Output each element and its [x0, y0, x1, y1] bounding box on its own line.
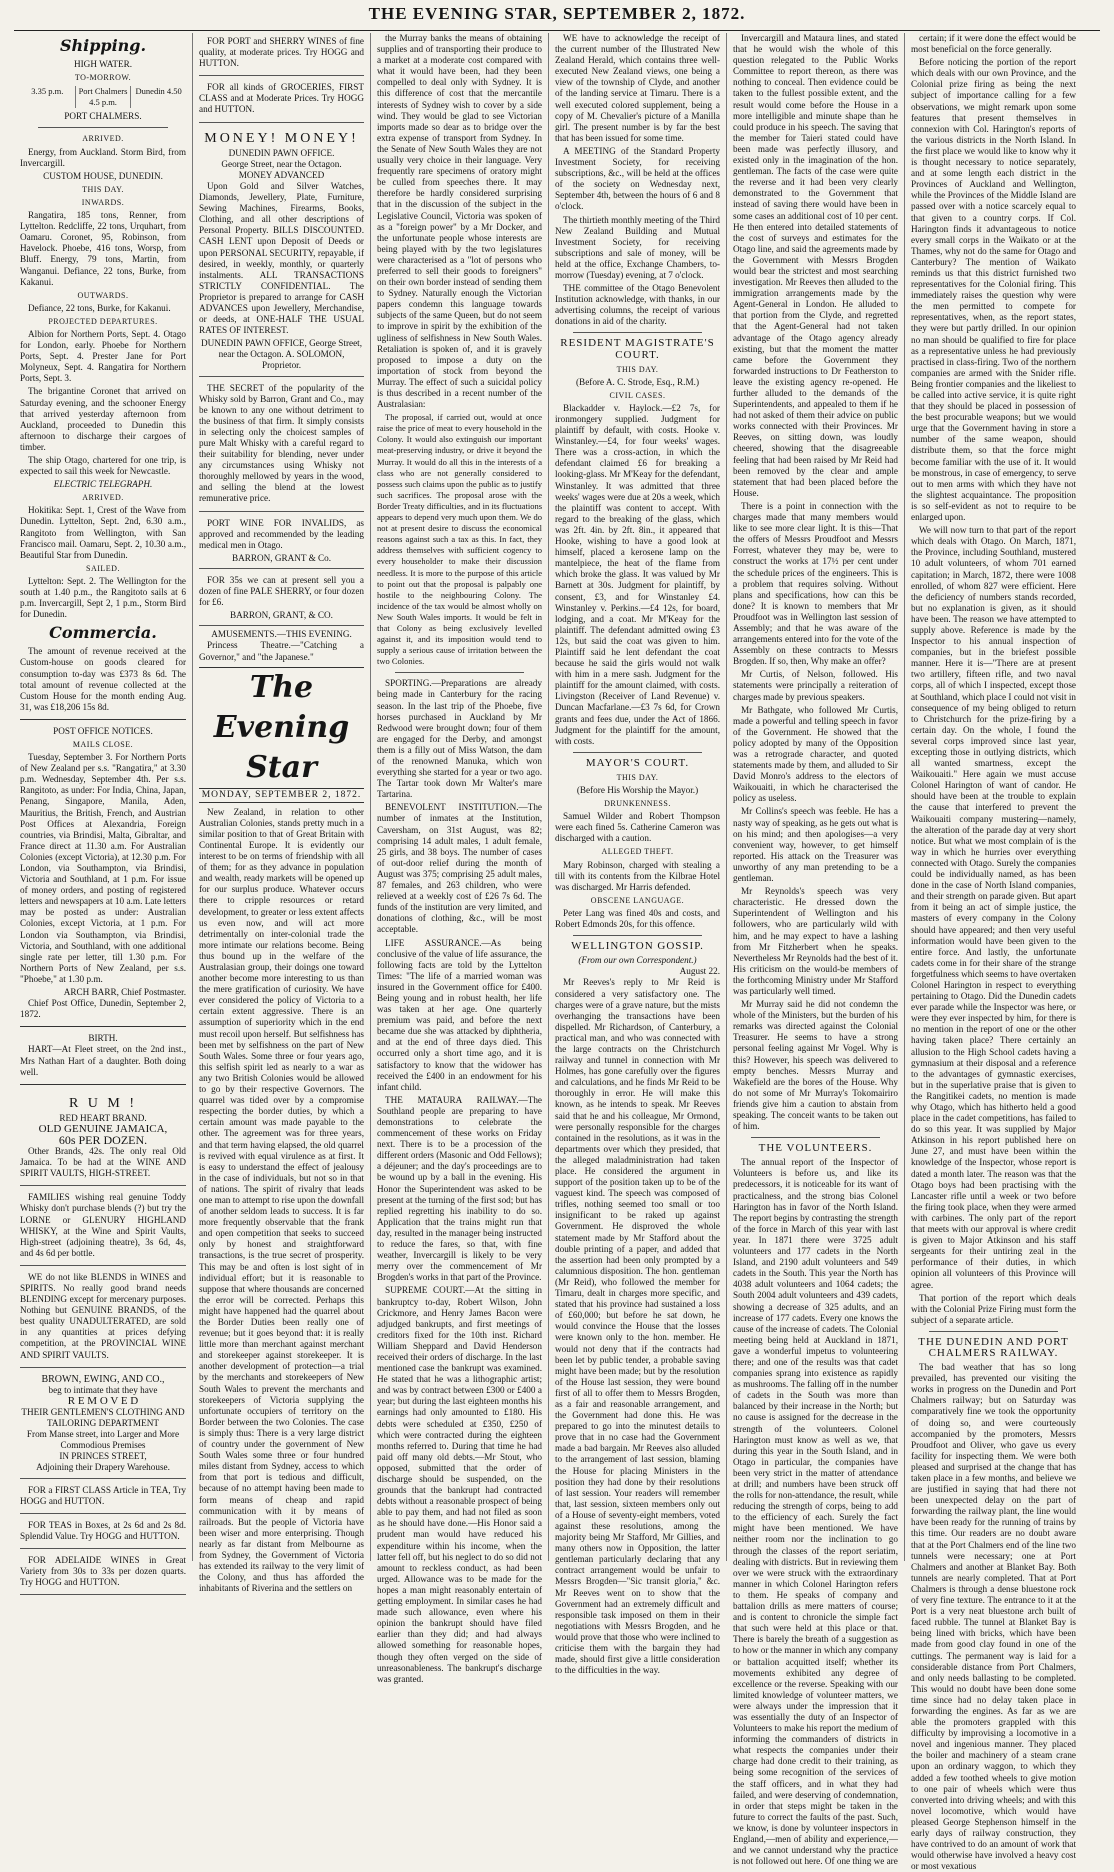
tel-arrived-text: Hokitika: Sept. 1, Crest of the Wave from Dunedin. Lyttelton, Sept. 2nd, 6.30 a.m., Rangitoto from Wellington, with San Francisco mail. Oamaru, Sept. 2, 10.30 a.m., Beautiful Star from Dunedin. — [20, 505, 186, 560]
theft-label: ALLEGED THEFT. — [601, 847, 674, 857]
invalids-signature: BARRON, GRANT & Co. — [231, 552, 332, 563]
tel-arrived-label: ARRIVED. — [82, 493, 124, 503]
projected-text: Albion for Northern Ports, Sept. 4. Otago for London, early. Phoebe for Northern Ports, Sept. 4. Prester Jane for Port Molyneux, Sept. 4. Rangatira for Northern Ports, Sept. 3. — [20, 328, 186, 384]
column-6 — [904, 33, 1082, 1872]
adelaide-text: FOR ADELAIDE WINES in Great Variety from 30s to 33s per dozen quarts. Try HOGG and HUTTON. — [20, 1554, 186, 1588]
column-2 — [192, 33, 370, 1594]
gossip-cont-5: Mr Collins's speech was feeble. He has a nasty way of speaking, as he gets out what is on his mind; and then apologises—a very convenient way, however, to get himself reported. His attack on the Treasurer was unworthy of any man pretending to be a gentleman. — [733, 806, 898, 884]
mayor-this-day: THIS DAY. — [616, 772, 659, 782]
groceries-text: FOR all kinds of GROCERIES, FIRST CLASS and at Moderate Prices. Try HOGG and HUTTON. — [199, 82, 364, 115]
volunteers-text: The annual report of the Inspector of Volunteers is before us, and like its predecessors, it is noticeable for its want of practicalness, and the strong bias Colonel Harington has in favor of the North Island. The report begins by contrasting the strength of the force in March of this year with last year. In 1871 there were 3725 adult volunteers and 177 cadets in the North Island, and 2190 adult volunteers and 549 cadets in the South. This year the North has 4038 adult volunteers and 1064 cadets; the South 2004 adult volunteers and 439 cadets, showing a decrease of 325 adults, and an increase of 177 cadets. Every one knows the cause of the increase of cadets. The Colonial meeting being held at Auckland in 1871, gave a wonderful impetus to volunteering there; and one of the results was that cadet companies sprang into existence as rapidly as mushrooms. The falling off in the number of cadets in the South was more than balanced by their increase in the North; but no cause is assigned for the decrease in the strength of the volunteers. Colonel Harington must know as well as we, that during this year in the South Island, and in Otago in particular, the companies have been very strict in the matter of attendance at drill; and numbers have been struck off the rolls for non-attendance, the result, while reducing the strength of corps, being to add to the efficiency of each. Surely the fact might have been mentioned. We have neither room nor the inclination to go through the classes of the report seriatim, dealing with districts. But in reviewing them over we were struck with the extraordinary manner in which Colonel Harington refers to them. He speaks of company and battalion drills as mere matters of course; and is content to chronicle the simple fact that such were held at this place or that. There is barely the breath of a suggestion as to how or the manner in which any company or battalion acquitted itself; whether its movements exhibited any degree of excellence or the reverse. Speaking with our limited knowledge of volunteer matters, we were always under the impression that it was essentially the duty of an Inspector of Volunteers to make his report the medium of informing the commanders of districts in what respects the companies under their charge had done credit to their training, as being some recognition of the services of the staff officers, and in what they had failed, and were deserving of condemnation, in order that steps might be taken in the future to correct the faults of the past. Such, we know, is done by volunteer inspectors in England,—men of ability and experience,—and we cannot understand why the practice is not followed out here. Of one thing we are — [733, 1157, 898, 1867]
rum-text: Other Brands, 42s. The only real Old Jamaica. To be had at the WINE AND SPIRIT VAULTS, HIGH-STREET. — [20, 1146, 186, 1179]
divider — [20, 719, 186, 720]
gossip-subheading: (From our own Correspondent.) — [578, 955, 697, 966]
evening-star-logo: The Evening Star — [199, 667, 364, 788]
sailed-label: SAILED. — [86, 563, 120, 573]
rum-title: R U M ! — [68, 1095, 138, 1111]
pawn-title: DUNEDIN PAWN OFFICE. — [228, 147, 335, 158]
brown-title: BROWN, EWING, AND CO., — [41, 1373, 165, 1385]
column-1 — [14, 33, 192, 1588]
arrived-label: ARRIVED. — [82, 134, 124, 144]
divider — [751, 1137, 880, 1138]
pawn-office-ad — [199, 126, 364, 377]
divider — [38, 127, 168, 128]
rum-ad — [20, 1091, 186, 1187]
mayor-before: (Before His Worship the Mayor.) — [576, 785, 699, 795]
mayor-text-1: Samuel Wilder and Robert Thompson were each fined 5s. Catherine Cameron was discharged with a caution. — [555, 811, 720, 844]
whisky-secret-ad — [199, 380, 364, 512]
pale-signature: BARRON, GRANT, & CO. — [230, 610, 333, 621]
high-water-heading: HIGH WATER. — [73, 59, 132, 69]
pawn-advanced: MONEY ADVANCED — [238, 169, 325, 180]
volunteers-cont-3: We will now turn to that part of the report which deals with Otago. On March, 1871, the Province, including Southland, mustered 10 adult volunteers, of whom 701 earned capitation; in March, 1872, there were 1008 enrolled, of whom 827 were efficient. Here the deficiency of numbers stands recorded, but no explanation is given, as it should have been. The reason we have attempted to supply above. Reference is made by the Inspector to his annual inspection of companies, but in the briefest possible manner. Here it is—"There are at present two artillery, fifteen rifle, and two naval corps, all of which I inspected, except those at Southland, which place I could not visit in consequence of my being obliged to return to Christchurch for the prize-firing by a certain day. On the whole, I found the several corps improved since last year, excepting those in outlying districts, which all wanted smartness, except the Waikouaiti." Here again we must accuse Colonel Harington of want of candor. He should have been at the trouble to explain the cause that interfered to prevent the Waikouaiti company mustering—namely, the alteration of the parade day at very short notice. But what we most complain of is the way in which he hurries over everything connected with Otago. Surely the companies could be individually named, as has been done in the case of North Island companies, and their strength on parade given. But apart from it being an act of simple justice, the masters of every company in the Colony should have appeared; and then very useful information would have been given to the entire force. And lastly, the unfortunate cadets come in for their share of the strange forgetfulness which seems to have overtaken Colonel Harington in respect to everything pertaining to Otago. Did the Dunedin cadets ever parade while the Inspector was here, or were they ever inspected by him, for there is no mention in the report of one or the other having taken place? There certainly an allusion to the High School cadets having a gymnasium at their disposal and a reference to the advantages of gymnastic exercises, but in the superlative praise that is given to the Rangitikei cadets, no mention is made why Otago, which has hitherto held a good place in the cadet competitions, has failed to do so this year. It was supplied by Major Atkinson in his report published here on June 27, and must have been within the knowledge of the Inspector, whose report is dated a month later. The reason was that the Otago boys had been practising with the Lancaster rifle until a week or two before the firing took place, when they were armed with carbines. The only part of the report that meets with our approval is where credit is given to Major Atkinson and his staff sergeants for their untiring zeal in the performance of their duties, in which opinion all volunteers of this Province will agree. — [911, 525, 1076, 1290]
divider — [20, 1026, 186, 1027]
brown-line-6: Commodious Premises — [60, 1440, 146, 1451]
outwards-text: Defiance, 22 tons, Burke, for Kakanui. — [28, 302, 171, 313]
rum-price: 60s PER DOZEN. — [58, 1132, 148, 1147]
gossip-cont-7: Mr Murray said he did not condemn the whole of the Ministers, but the burden of his remarks was directed against the Colonial Treasurer. He seems to have a strong personal feeling against Mr Vogel. Why is this? However, his speech was delivered to empty benches. Messrs Murray and Wakefield are the bores of the House. Why do not some of Mr Murray's Tokomairiro friends give him a caution to abstain from speaking. The conceit wants to be taken out of him. — [733, 999, 898, 1132]
tide-cell-2: Port Chalmers 4.5 p.m. — [75, 86, 131, 108]
standard-society-text: A MEETING of the Standard Property Investment Society, for receiving subscriptions, &c., will be held at the offices of the society on Wednesday next, September 4th, between the hours of 6 and 8 o'clock. — [555, 145, 720, 212]
toddy-ad — [20, 1189, 186, 1266]
rm-court-heading: RESIDENT MAGISTRATE'S COURT. — [560, 337, 715, 361]
volunteers-cont-1: certain; if it were done the effect would be most beneficial on the force generally. — [911, 33, 1076, 55]
projected-label: PROJECTED DEPARTURES. — [48, 316, 158, 326]
money-heading: MONEY! MONEY! — [204, 130, 359, 146]
railway-text: The bad weather that has so long prevailed, has prevented our visiting the works in progress on the Dunedin and Port Chalmers railway; but on Saturday was comparatively fine we took the opportunity of doing so, and were courteously accompanied by the promoters, Messrs Proudfoot and Oliver, who gave us every facility for inspecting them. We were both pleased and surprised at the change that has taken place in a few months, and believe we are justified in saying that had there not been unexpected delay on the part of forwarding the railway plant, the line would have been ready for the running of trains by this time. Our readers are no doubt aware that at the Port Chalmers end of the line two tunnels were necessary; one at Port Chalmers and another at Blanket Bay. Both tunnels are nearly completed. That at Port Chalmers is through a dense bluestone rock of very fine texture. The entrance to it at the Port is a very neat bluestone arch built of faced rubble. The tunnel at Blanket Bay is being lined with bricks, which have been made from good clay found in one of the cuttings. The permanent way is laid for a considerable distance from Port Chalmers, and only needs ballasting to be completed. This would no doubt have been done some time since had no delay taken place in forwarding the engines. As far as we are able the promoters grappled with this difficulty by improvising a locomotive in a novel and ingenious manner. They placed the boiler and machinery of a steam crane upon an ordinary waggon, to which they added a few toothed wheels to give motion to one pair of wheels which were thus converted into driving wheels; and with this novel locomotive, which would have pleased George Stephenson himself in the early days of railway construction, they have contrived to do an amount of work that would otherwise have involved a heavy cost or most vexatious — [911, 1362, 1076, 1872]
dateline: MONDAY, SEPTEMBER 2, 1872. — [199, 788, 364, 803]
invalids-ad — [199, 515, 364, 569]
gossip-date: August 22. — [679, 966, 720, 977]
mataura-text: THE MATAURA RAILWAY.—The Southland people are preparing to have demonstrations to celebrate the commencement of these works on Friday next. There is to be a procession of the different orders (Masonic and Odd Fellows); a déjeuner; and the day's proceedings are to be wound up by a ball in the evening. His Honor the Superintendent was asked to be present at the turning of the first sod; but has replied regretting his inability to do so. Application that the trains might run that day, resulted in the manager being instructed to reduce the fares, so that, with fine weather, Invercargill is likely to be very merry over the commencement of Mr Brogden's works in that part of the Province. — [377, 1094, 542, 1283]
tea-text-1: FOR a FIRST CLASS Article in TEA, Try HOGG and HUTTON. — [20, 1484, 186, 1506]
blends-text: WE do not like BLENDS in WINES and SPIRITS. No really good brand needs BLENDING except for mercenary purposes. Nothing but GENUINE BRANDS, of the best quality UNADULTERATED, are sold in any quantities at prices defying competition, at the PROVINCIAL WINE AND SPIRIT VAULTS. — [20, 1271, 186, 1360]
shipping-heading: Shipping. — [59, 36, 147, 55]
rum-brand: RED HEART BRAND. — [59, 1112, 147, 1123]
leader-text-1: New Zealand, in relation to other Australian Colonies, stands pretty much in a similar position to that of Great Britain with Continental Europe. It is evidently our interest to be on terms of friendship with all of them; for as they advance in population and wealth, ready markets will be opened up for our surplus produce. Whatever occurs there to cripple resources or retard development, to greater or less extent affects us even now, and will act more detrimentally on inter-colonial trade the more intimate our relations become. Being thus bound up in the welfare of the Australasian group, their doings one toward another become more interesting to us than the mere gratification of curiosity. We have ever considered the policy of Victoria to a certain extent aggressive. There is an assumption of superiority which in the end must recoil upon herself. But selfishness has been met by selfishness on the part of New South Wales. Some three or four years ago, this selfish spirit led as nearly to a war as any two British Colonies would be allowed to go by their respective Governors. The quarrel was tided over by a compromise respecting the border duties, by which a certain amount was made payable to the other. The agreement was for three years, and that term having elapsed, the old quarrel is revived with equal virulence as at first. It is easy to understand the effect of jealousy in the case of individuals, but not so in that of nations. The spirit of rivalry that leads one man to attempt to rise upon the downfall of another seldom leads to success. It is far more frequently observable that the frank and open competition that seeks to succeed only by honest and straightforward transactions, is the true secret of prosperity. This may be and often is lost sight of in individual effort; but it is reasonable to suppose that where thousands are concerned the error will be corrected. Perhaps this might have happened had the quarrel about the Border Duties been really one of revenue; but it goes beyond that: it is really little more than merchant against merchant and storekeeper against storekeeper. It is another development of protection—a trial by the merchants and storekeepers of New South Wales to prevent the merchants and storekeepers of Victoria supplying the unfortunate occupiers of territory on the Border between the two Colonies. The case is simply thus: There is a very large district of country under the government of New South Wales some three or four hundred miles distant from Sydney, access to which from that port is tedious and difficult, because of no attempt having been made to form means of cheap and rapid communication with it by means of railroads. But the people of Victoria have been wiser and more enterprising. Though nearly as far distant from Melbourne as from Sydney, the Government of Victoria has extended its railway to the very limit of the Colony, and thus has afforded the inhabitants of Riverina and the settlers on — [199, 806, 364, 1594]
brig-text: The brigantine Coronet that arrived on Saturday evening, and the schooner Energy that arrived yesterday afternoon from Auckland, proceeded to Dunedin this afternoon to discharge their cargoes of timber. — [20, 386, 186, 452]
adelaide-ad — [20, 1552, 186, 1595]
invalids-text: PORT WINE FOR INVALIDS, as approved and recommended by the leading medical men in Otago. — [199, 517, 364, 550]
brown-line-1: beg to intimate that they have — [48, 1384, 158, 1395]
tide-table — [20, 86, 186, 108]
gossip-cont-3: Mr Curtis, of Nelson, followed. His statements were principally a reiteration of charges made by previous speakers. — [733, 669, 898, 702]
mayor-text-3: Peter Lang was fined 40s and costs, and Robert Edmonds 20s, for this offence. — [555, 907, 720, 930]
masthead: THE EVENING STAR, SEPTEMBER 2, 1872. — [368, 4, 746, 23]
mails-close-label: MAILS CLOSE. — [72, 739, 134, 749]
birth-heading: BIRTH. — [88, 1033, 118, 1044]
gossip-cont-2: There is a point in connection with the charges made that many members would like to see more clear light. It is this—That the offers of Messrs Proudfoot and Messrs Forrest, whatever they may be, were to construct the works at 17½ per cent under the schedule prices of the engineers. This is a problem that requires solving. Without plans and specifications, how can this be done? It is known to members that Mr Proudfoot was in Wellington last session of Assembly; and that he was aware of the arrangements entered into for the vote of the Assembly on these contracts to Messrs Brogden. If so, then, Why make an offer? — [733, 500, 898, 667]
post-signature: ARCH BARR, Chief Postmaster. — [63, 987, 186, 998]
tide-cell-3: Dunedin 4.50 — [130, 86, 186, 108]
post-text: Tuesday, September 3. For Northern Ports of New Zealand per s.s. "Rangatira," at 3.30 p.m. Wednesday, September 4th. Per s.s. Rangitoto, as under: For India, China, Japan, Penang, Singapore, Manila, Aden, Mauritius, the British, French, and Austrian Post Offices at Alexandria, Foreign countries, via Brindisi, Malta, Gibraltar, and France direct at 11.30 a.m. For Australian Colonies (except Victoria), at 12.30 p.m. For London, via Southampton, via Brindisi, Victoria and Southland, at 1 p.m. For issue of money orders, and posting of registered letters and newspapers at 10 a.m. Late letters may be posted as under: Australian Colonies, except Victoria, at 1 p.m. For London via Southampton, via Brindisi, Victoria, and Southland, with one additional single rate per letter, till 1.30 p.m. For Northern Ports of New Zealand, per s.s. "Phoebe," at 1.30 p.m. — [20, 752, 186, 984]
sailed-text: Lyttelton: Sept. 2. The Wellington for the south at 1.40 p.m., the Rangitoto sails at 6 p.m. Invercargill, Sept 2, 1 p.m., Storm Bird for Dunedin. — [20, 575, 186, 620]
gossip-cont-1: Invercargill and Mataura lines, and stated that he would wish the whole of this question relegated to the Public Works Committee to report thereon, as there was nothing to conceal. Then evidence could be taken to the fullest possible extent, and the result would come before the House in a more intelligible and minute shape than he could produce in his speech. The saving that the member for Taieri stated could have been made was perfectly illusory, and existed only in the imagination of the hon. gentleman. The facts of the case were quite the reverse and it had been very clearly demonstrated to the Government that instead of saving there would have been in some cases an additional cost of 10 per cent. He then entered into detailed statements of the cost of surveys and estimates for the Otago line, and said the agreements made by the Government with Messrs Brogden would bear the strictest and most searching investigation. Mr Reeves then alluded to the immigration arrangements made by the Agent-General in London. He alluded to that portion from the Clyde, and regretted that the Agent-General had not taken advantage of the Otago agency already existing, but that the moment the matter came before the Government they forwarded instructions to Dr Featherston to leave the existing agency re-opened. He further alluded to the demands of the Superintendents, and appealed to them if he had not asked of them their advice on public works connected with their Provinces. Mr Reeves, on sitting down, was loudly cheered, showing that the disagreeable feeling that had been raised by Mr Reid had been removed by the clear and ample statement that had been placed before the House. — [733, 33, 898, 498]
divider — [929, 1331, 1058, 1332]
rm-before: (Before A. C. Strode, Esq., R.M.) — [576, 376, 699, 387]
otago-text: The ship Otago, chartered for one trip, is expected to sail this week for Newcastle. — [20, 455, 186, 477]
pale-text: FOR 35s we can at present sell you a dozen of fine PALE SHERRY, or four dozen for £6. — [199, 574, 364, 608]
masthead-rule — [14, 30, 1100, 31]
customs-heading: CUSTOM HOUSE, DUNEDIN. — [43, 170, 163, 181]
groceries-ad — [199, 79, 364, 122]
inwards-label: INWARDS. — [81, 197, 125, 207]
amusements-text: Princess Theatre.—"Catching a Governor," and "the Japanese." — [199, 640, 364, 662]
brown-ewing-ad — [20, 1371, 186, 1479]
divider — [573, 935, 702, 936]
rm-court-text: Blackadder v. Haylock.—£2 7s, for ironmongery supplied. Judgment for plaintiff by default, with costs. Hooke v. Winstanley.—£4, for four weeks' wages. There was a cross-action, in which the defendant claimed £6 for breaking a looking-glass. Mr M'Keay for the defendant, Winstanley. It was admitted that three weeks' wages were due at 20s a week, which the plaintiff was content to accept. With regard to the breaking of the glass, which was 2ft. 4in. by 2ft. 8in., it appeared that Hooke, wishing to have a good look at himself, placed a kerosene lamp on the mantelpiece, the heat of the flame from which broke the glass. It was valued by Mr Barnett at 30s. Judgment for plaintiff, by consent, £3, and for Winstanley £4. Winstanley v. Perkins.—£4 12s, for board, lodging, and a coat. Mr M'Keay for the plaintiff. The defendant admitted owing £3 12s, but said the coat was given to him. Plaintiff said he lent defendant the coat because he said the girls would not walk with him in a mere sash. Judgment for the plaintiff for the amount claimed, with costs. Livingston (Receiver of Land Revenue) v. Duncan Macfarlane.—£3 7s 6d, for Crown grants and fees due, under the Act of 1866. Judgment for the plaintiff for the amount, with costs. — [555, 402, 720, 746]
brown-line-3: THEIR GENTLEMEN'S CLOTHING AND — [21, 1406, 185, 1417]
obscene-label: OBSCENE LANGUAGE. — [590, 895, 685, 905]
column-5 — [726, 33, 904, 1867]
life-assurance-text: LIFE ASSURANCE.—As being conclusive of the value of life assurance, the following facts are told by the Lyttelton Times: "The life of a married woman was insured in the Government office for £400. Being young and in robust health, her life was taken at her age. One quarterly premium was paid, and before the next became due she was attacked by diphtheria, and at the end of three days died. This occurred only a short time ago, and it is satisfactory to know that the widower has received the £400 in an endowment for his infant child. — [377, 937, 542, 1092]
rum-old: OLD GENUINE JAMAICA, — [38, 1122, 168, 1135]
leader-text-2: the Murray banks the means of obtaining supplies and of transporting their produce to a market at a moderate cost compared with what it would have been, had they been compelled to deal only with Sydney. It is this difference of cost that the mercantile interests of Sydney wish to cover by a side wind. They would be glad to see Victorian imports made so dear as to bridge over the extra expense of transport from Sydney. In the Senate of New South Wales they are not usually very choice in their language. Very frequently rare specimens of oratory might be culled from speeches there. It may therefore be hardly considered surprising that in the discussion of the subject in the Legislative Council, Victoria was spoken of as a "foreign power" by a Mr Docker, and the unfortunate people whose interests are being played with by the two legislatures were characterised as a "lot of persons who preferred to sell their goods to foreigners" on their own border instead of sending them to Sydney. Naturally enough the Victorian papers condemn this language towards subjects of the same Queen, but do not seem to improve in spirit by the exhibition of the ugliness of selfishness in New South Wales. Retaliation is spoken of, and it is gravely proposed to impose a duty on the importation of stock from beyond the Murray. The effect of such a suicidal policy is thus described in a recent number of the Australasian: — [377, 33, 542, 410]
brown-line-4: TAILORING DEPARTMENT — [47, 1418, 159, 1429]
tea-ad-1 — [20, 1482, 186, 1514]
outwards-label: OUTWARDS. — [77, 290, 129, 300]
newspaper-page — [14, 33, 1100, 1872]
column-4 — [548, 33, 726, 1676]
telegraph-heading: ELECTRIC TELEGRAPH. — [53, 479, 153, 490]
sporting-text: SPORTING.—Preparations are already being made in Canterbury for the racing season. In the last trip of the Phoebe, five horses purchased in Auckland by Mr Redwood were brought down; four of them are engaged for the Derby, and amongst them is a filly out of Miss Watson, the dam of the renowned Manuka, which won everything she started for a year or two ago. The Tartar took down Mr Walter's mare Tartarina. — [377, 678, 542, 800]
supreme-court-text: SUPREME COURT.—At the sitting in bankruptcy to-day, Robert Wilson, John Crickmore, and Henry James Bacon were adjudged bankrupts, and first meetings of creditors fixed for the 10th inst. Richard William Sheppard and David Henderson received their orders of discharge. In the last mentioned case the bankrupt was examined. He stated that he was a lithographic artist; and was by contract between £300 or £400 a year; but during the last eighteen months his earnings had only amounted to £180. His debts were scheduled at £350, £250 of which were contracted during the eighteen months referred to. During that time he had paid off many old debts.—Mr Stout, who opposed, submitted that the order of discharge should be suspended, on the grounds that the bankrupt had contracted debts without a reasonable prospect of being able to pay them, and had not filed as soon as he should have done.—His Honor said a prudent man would have reduced his expenditure within his income, when the latter fell off, but his neglect to do so did not amount to reckless conduct, as had been urged. Allowance was to be made for the hopes a man might reasonably entertain of getting employment. In similar cases he had made such allowance, even where his opinion the bankrupt should have filed earlier than they did; and had always allowed something for reasonable hopes, though they often verged on the side of unreasonableness. The bankrupt's discharge was granted. — [377, 1285, 542, 1684]
birth-text: HART—At Fleet street, on the 2nd inst., Mrs Nathan Hart of a daughter. Both doing well. — [20, 1044, 186, 1077]
blends-ad — [20, 1269, 186, 1368]
pawn-text: Upon Gold and Silver Watches, Diamonds, Jewellery, Plate, Furniture, Sewing Machines, Firearms, Books, Clothing, and all other descriptions of Personal Property. BILLS DISCOUNTED. CASH LENT upon Deposit of Deeds or upon PERSONAL SECURITY, repayable, if desired, in weekly, monthly, or quarterly instalments. ALL TRANSACTIONS STRICTLY CONFIDENTIAL. The Proprietor is prepared to arrange for CASH ADVANCES upon Jewellery, Merchandise, or deeds, at ONE-HALF THE USUAL RATES OF INTEREST. — [199, 180, 364, 336]
pawn-signature: DUNEDIN PAWN OFFICE, George Street, near the Octagon. A. SOLOMON, Proprietor. — [200, 338, 363, 371]
drunkenness-label: DRUNKENNESS. — [604, 799, 671, 809]
volunteers-cont-4: That portion of the report which deals with the Colonial Prize Firing must form the subject of a separate article. — [911, 1292, 1076, 1325]
brown-line-2: R E M O V E D — [67, 1394, 139, 1407]
mayor-text-2: Mary Robinson, charged with stealing a till with its contents from the Kilbrae Hotel was discharged. Mr Harris defended. — [555, 859, 720, 892]
commerce-text: The amount of revenue received at the Custom-house on goods cleared for consumption to-day was £373 8s 6d. The total amount of revenue collected at the Custom House for the month ending Aug. 31, was £18,206 15s 8d. — [20, 646, 186, 712]
divider — [573, 332, 702, 333]
tea-text-2: FOR TEAS in Boxes, at 2s 6d and 2s 8d. Splendid Value. Try HOGG and HUTTON. — [20, 1519, 186, 1541]
australasian-quote: The proposal, if carried out, would at once raise the price of meat to every household in the Colony. It would also extinguish our important meat-preserving industry, or drive it beyond the Murray. It would do all this in the interests of a class who are not generally considered to possess such claims upon the public as to justify such sacrifices. The proposal arose with the Border Treaty difficulties, and in its fluctuations appears to depend very much upon them. We do not at present desire to discuss the economical reasons against such a tax as this. In fact, they address themselves with sufficient cogency to every householder to make their discussion needless. It is more to the purpose of this article to point out that the proposal is palpably one hostile to the neighbouring Colony. The incidence of the tax would be almost wholly on New South Wales imports. It would be felt in that Colony as being exclusively levelled against it, and its imposition would tend to supply a serious cause of irritation between the two Colonies. — [377, 412, 542, 667]
inwards-text: Rangatira, 185 tons, Renner, from Lyttelton. Redcliffe, 22 tons, Urquhart, from Oamaru. Coronet, 95, Robinson, from Havelock. Phoebe, 416 tons, Worsp, from Bluff. Energy, 79 tons, Martin, from Wanganui. Defiance, 22 tons, Burke, from Kakanui. — [20, 210, 186, 287]
port-sherry-ad — [199, 33, 364, 76]
divider — [395, 672, 524, 673]
benevolent-ack-text: THE committee of the Otago Benevolent Institution acknowledge, with thanks, in our advertising columns, the receipt of various donations in aid of the charity. — [555, 283, 720, 327]
building-society-text: The thirtieth monthly meeting of the Third New Zealand Building and Mutual Investment Society, for receiving subscriptions and sale of money, will be held at the office, Exchange Chambers, to-morrow (Tuesday) evening, at 7 o'clock. — [555, 214, 720, 280]
post-signature-2: Chief Post Office, Dunedin, September 2, 1872. — [20, 998, 186, 1020]
column-3 — [370, 33, 548, 1684]
tide-cell-1: 3.35 p.m. — [31, 86, 64, 97]
acknowledgement-text: WE have to acknowledge the receipt of the current number of the Illustrated New Zealand Herald, which contains three well-executed New Zealand views, one being a view of the township of Clyde, and another of the landing service at Timaru. There is a well executed colored supplement, being a copy of M. Chevalier's picture of a Manilla girl. The present number is by far the best that has been issued for some time. — [555, 33, 720, 143]
amusements-heading: AMUSEMENTS.—THIS EVENING. — [211, 629, 352, 640]
commerce-heading: Commercia. — [49, 623, 157, 643]
rm-this-day: THIS DAY. — [616, 364, 659, 374]
volunteers-heading: THE VOLUNTEERS. — [758, 1142, 873, 1155]
civil-cases-label: CIVIL CASES. — [609, 390, 666, 400]
port-sherry-text: FOR PORT and SHERRY WINES of fine quality, at moderate prices. Try HOGG and HUTTON. — [199, 36, 364, 69]
post-heading: POST OFFICE NOTICES. — [53, 725, 153, 736]
toddy-text: FAMILIES wishing real genuine Toddy Whisky don't purchase blends (?) but try the LORNE or GLENURY HIGHLAND WHISKY, at the Wine and Spirit Vaults, High-street (adjoining theatre), 3s 6d, 4s, and 4s 6d per bottle. — [20, 1192, 186, 1258]
brown-line-8: Adjoining their Drapery Warehouse. — [36, 1462, 170, 1473]
pawn-address: George Street, near the Octagon. — [221, 158, 342, 169]
benevolent-text: BENEVOLENT INSTITUTION.—The number of inmates at the Institution, Caversham, on 31st August, was 82; comprising 14 adult males, 1 adult female, 25 girls, and 38 boys. The number of cases of out-door relief during the month of August was 375; comprising 25 adult males, 87 females, and 263 children, who were relieved at a weekly cost of £26 7s 6d. The funds of the institution are very limited, and donations of clothing, &c., will be most acceptable. — [377, 802, 542, 935]
pale-sherry-ad — [199, 572, 364, 626]
mayor-court-heading: MAYOR'S COURT. — [585, 756, 690, 769]
port-heading: PORT CHALMERS. — [64, 111, 142, 122]
divider — [573, 752, 702, 753]
secret-text: THE SECRET of the popularity of the Whisky sold by Barron, Grant and Co., may be known to any one without detriment to the business of that firm. It simply consists in selecting only the choicest samples of pure Malt Whisky with a careful regard to their suitability for blending, never under any circumstances using Whisky not thoroughly mellowed by years in the wood, and selling the blend at the lowest remunerative price. — [199, 382, 364, 504]
tea-ad-2 — [20, 1517, 186, 1549]
railway-heading: THE DUNEDIN AND PORT CHALMERS RAILWAY. — [918, 1335, 1069, 1359]
volunteers-cont-2: Before noticing the portion of the report which deals with our own Province, and the Colonial prize firing as being the next subject of importance calling for a few observations, we might remark upon some features that present themselves in connexion with Col. Harington's reports of the various districts in the North Island. In the first place we would like to know why it is thought necessary to notice separately, and at some length each district in the Provinces of Auckland and Wellington, while the Provinces of the Middle Island are passed over with a notice scarcely equal to that given to a country corps. If Col. Harington finds it advantageous to notice every small corps in the Waikato or at the Thames, why not do the same for Otago and Canterbury? The mention of Waikato reminds us that this district furnished two representatives for the Colonial firing. This immediately raises the question why were the men permitted to compete for representatives, when, as the report states, they were but partly drilled. In our opinion no man should be qualified to fire for place as a representative unless he had previously practised in class-firing. Two of the northern companies are armed with the Snider rifle. Being frontier companies and the likeliest to be called into active service, it is quite right that they should be placed in possession of the best procurable weapons; but we would urge that the Government having in store a number of the same weapon, should distribute them, so that the force might become familiar with the use of it. It would be monstrous, in case of emergency, to serve out to men arms with which they have not the slightest acquaintance. The proposition is so self-evident as not to require to be enlarged upon. — [911, 57, 1076, 523]
divider — [20, 1084, 186, 1085]
arrived-text: Energy, from Auckland. Storm Bird, from Invercargill. — [20, 146, 186, 168]
gossip-cont-4: Mr Bathgate, who followed Mr Curtis, made a powerful and telling speech in favor of the Government. He showed that the policy adopted by many of the Opposition was a retrograde character, and quoted statements made by them, and alluded to Sir David Monro's address to the electors of Waikouaiti, in which he characterised the policy as useless. — [733, 704, 898, 804]
tomorrow-label: TO-MORROW. — [74, 73, 132, 83]
gossip-text: Mr Reeves's reply to Mr Reid is considered a very satisfactory one. The charges were of a grave nature, but the mists overhanging the transactions have been dispelled. Mr Richardson, of Canterbury, a practical man, and who was connected with the large contracts on the Christchurch railway and tunnel in connection with Mr Holmes, has gone carefully over the figures and calculations, and he finds Mr Reid to be thoroughly in error. He will make this known, as he intends to speak. Mr Reeves said that he and his colleague, Mr Ormond, were personally responsible for the charges contained in the resolutions, as it was in the departments over which they presided, that the alleged maladministration had taken place. He considered the argument in support of the position taken up to be of the vaguest kind. The speech was composed of trifles, nothing seemed too small or too insignificant to be raked up against Government. He disproved the whole statement made by Mr Stafford about the double printing of a paper, and added that the assertion had been only prompted by a calumnious disposition. The hon. gentleman (Mr Reid), who followed the member for Timaru, dealt in charges more specific, and stated that his province had sustained a loss of £60,000; but before he sat down, he would convince the House that the losses were known only to the hon. member. He would not deny that if the contracts had been let by public tender, a probable saving might have been made; but by the resolution of the House last session, they were bound first of all to offer them to Messrs Brogden, as a fair and reasonable arrangement, and the Government had done this. He was prepared to go into the minutest details to prove that in no case had the Government made a bad bargain. Mr Reeves also alluded to the arrangement of last session, blaming the House for placing Ministers in the position they had done by their resolutions of last session. Your readers will remember that, last session, sixteen members only out of a House of seventy-eight members, voted against these resolutions, among the majority being Mr Stafford, Mr Gillies, and many others now in Opposition, the latter gentleman particularly declaring that any contract arrangement would be unfair to Messrs Brogden—"Sic transit gloria," &c. Mr Reeves went on to show that the Government had an extremely difficult and responsible task imposed on them in their negotiations with Messrs Brogden, and he would prove that those who were inclined to criticise them with the bargain they had made, should first give a little consideration to the difficulties in the way. — [555, 977, 720, 1676]
gossip-cont-6: Mr Reynolds's speech was very characteristic. He dressed down the Superintendent of Wellington and his followers, who are particularly wild with him, and he may expect to have a lashing from Mr Fitzherbert when he speaks. Nevertheless Mr Reynolds had the best of it. His criticism on the would-be members of the forthcoming Ministry under Mr Stafford was particularly well timed. — [733, 886, 898, 996]
this-day-label: THIS DAY. — [82, 184, 124, 194]
brown-line-7: IN PRINCES STREET, — [59, 1451, 147, 1462]
brown-line-5: From Manse street, into Larger and More — [26, 1429, 180, 1440]
gossip-heading: WELLINGTON GOSSIP. — [571, 940, 704, 953]
